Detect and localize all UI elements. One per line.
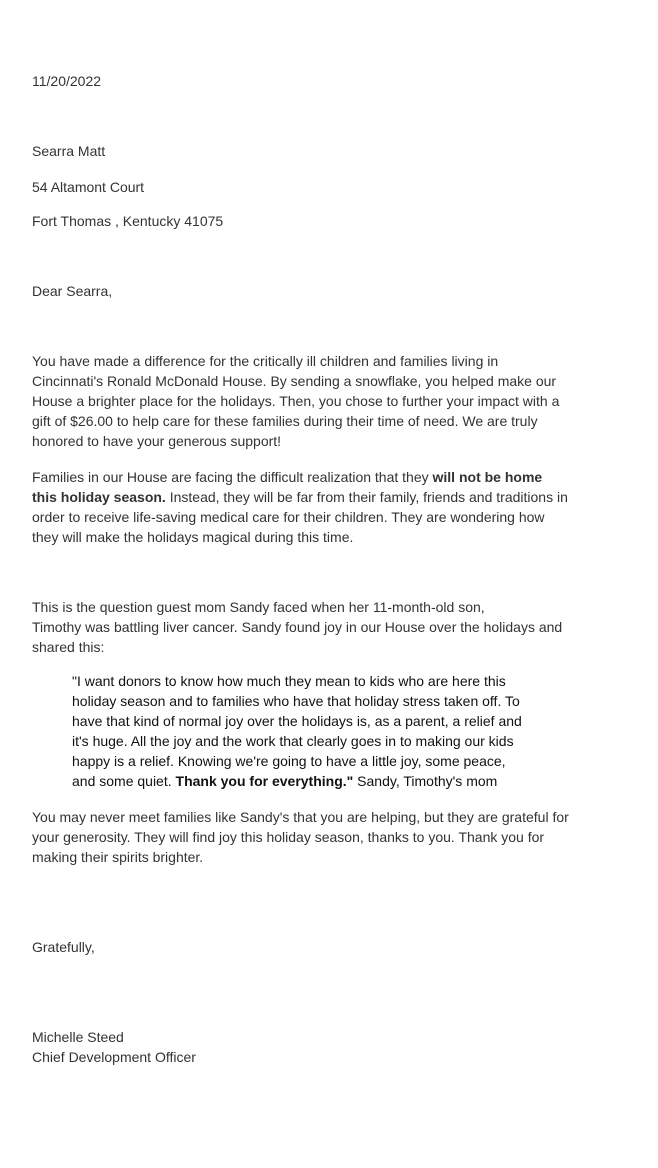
paragraph-sandy-line1: This is the question guest mom Sandy faced when her 11-month-old son, — [32, 599, 485, 615]
paragraph-families — [32, 467, 568, 547]
signature-block — [32, 1027, 572, 1067]
recipient-name: Searra Matt — [32, 143, 106, 159]
recipient-street: 54 Altamont Court — [32, 179, 145, 195]
closing: Gratefully, — [32, 939, 95, 955]
paragraph-families-text-1: Families in our House are facing the difficult realization that they — [32, 469, 433, 485]
paragraph-gift-thanks: You have made a difference for the critically ill children and families living in Cincinnati's Ronald McDonald House. By sending a snowflake, you helped make our House a brighter place for the holidays. Then, you chose to further your impact with a gift of $26.00 to help care for these families during their time of need. We are truly honored to have your generous support! — [32, 353, 560, 449]
recipient-city-state-zip: Fort Thomas , Kentucky 41075 — [32, 213, 224, 229]
paragraph-families-text-2: Instead, they will be far from their family, friends and traditions in order to receive life-saving medical care for their children. They are wondering how they will make the holidays magical during this time. — [32, 489, 568, 545]
quote-attribution: Sandy, Timothy's mom — [353, 773, 498, 789]
signer-title: Chief Development Officer — [32, 1049, 196, 1065]
signer-name: Michelle Steed — [32, 1029, 124, 1045]
letter-date: 11/20/2022 — [32, 73, 102, 89]
paragraph-families-emphasis: will not be home this holiday season. — [32, 469, 543, 505]
paragraph-sandy-story — [32, 597, 572, 657]
paragraph-sandy-rest: Timothy was battling liver cancer. Sandy found joy in our House over the holidays and shared this: — [32, 619, 563, 655]
testimonial-quote — [72, 671, 532, 791]
quote-emphasis: Thank you for everything." — [175, 773, 354, 789]
salutation: Dear Searra, — [32, 283, 113, 299]
quote-text: "I want donors to know how much they mean to kids who are here this holiday season and to families who have that holiday stress taken off. To have that kind of normal joy over the holidays is, as a parent, a relief and it's huge. All the joy and the work that clearly goes in to making our kids happy is a relief. Knowing we're going to have a little joy, some peace, and some quiet. — [72, 673, 522, 789]
paragraph-closing-thanks: You may never meet families like Sandy's that you are helping, but they are grateful for your generosity. They will find joy this holiday season, thanks to you. Thank you for making their spirits brighter. — [32, 809, 569, 865]
